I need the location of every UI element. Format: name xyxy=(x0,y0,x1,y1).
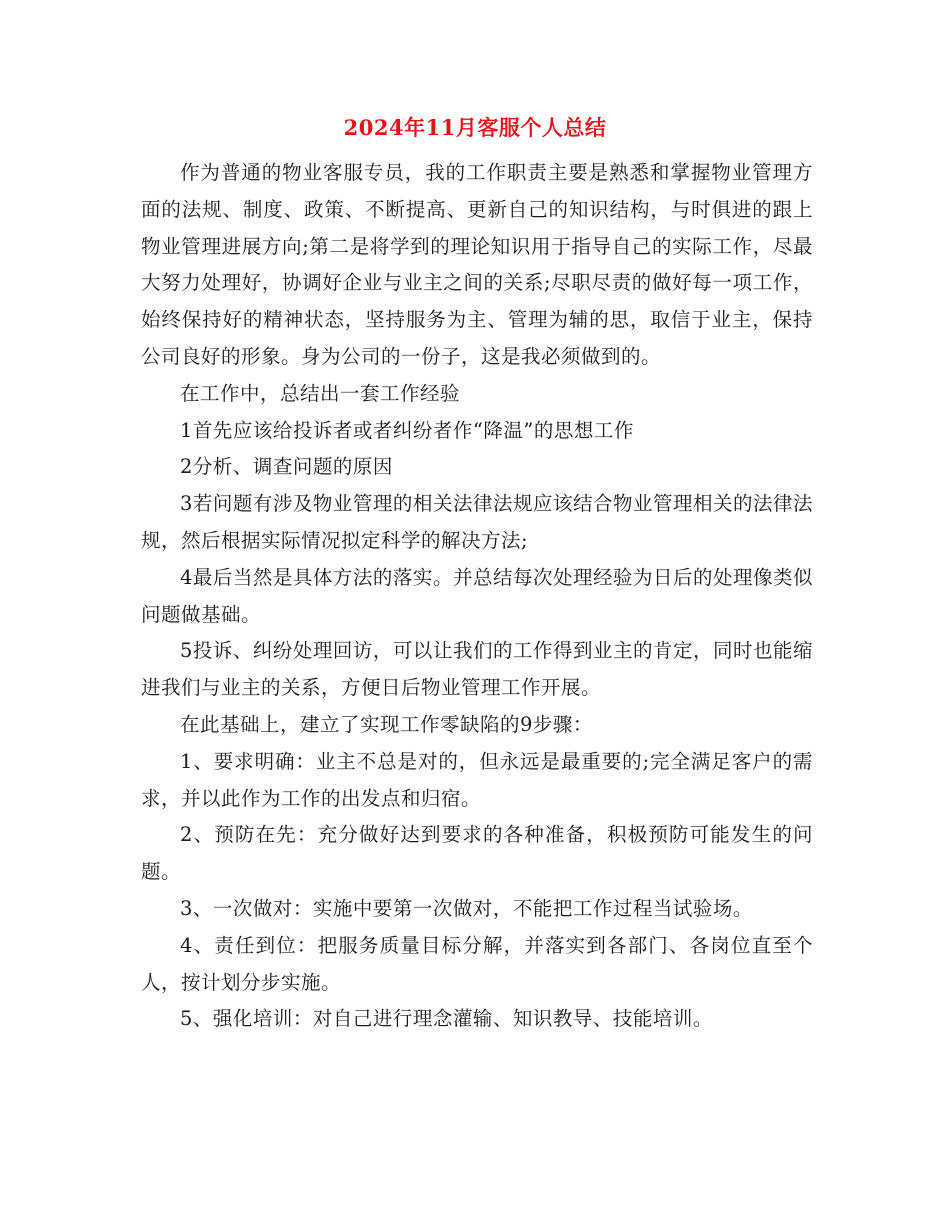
paragraph-step-1: 1首先应该给投诉者或者纠纷者作“降温”的思想工作 xyxy=(180,418,634,442)
paragraph-nine-step-4: 4、责任到位：把服务质量目标分解，并落实到各部门、各岗位直至个人，按计划分步实施。 xyxy=(141,933,813,994)
paragraph-nine-step-5: 5、强化培训：对自己进行理念灌输、知识教导、技能培训。 xyxy=(180,1007,713,1031)
paragraph-experience-heading: 在工作中，总结出一套工作经验 xyxy=(180,381,461,405)
paragraph-step-4: 4最后当然是具体方法的落实。并总结每次处理经验为日后的处理像类似问题做基础。 xyxy=(141,565,813,626)
paragraph-nine-steps-heading: 在此基础上，建立了实现工作零缺陷的9步骤： xyxy=(180,712,593,736)
paragraph-nine-step-3: 3、一次做对：实施中要第一次做对，不能把工作过程当试验场。 xyxy=(180,896,753,920)
paragraph-step-3: 3若问题有涉及物业管理的相关法律法规应该结合物业管理相关的法律法规，然后根据实际情况拟定科学的解决方法; xyxy=(141,492,813,552)
paragraph-step-2: 2分析、调查问题的原因 xyxy=(180,455,393,479)
paragraph-nine-step-1: 1、要求明确：业主不总是对的，但永远是最重要的;完全满足客户的需求，并以此作为工作的出发点和归宿。 xyxy=(141,749,813,810)
paragraph-step-5: 5投诉、纠纷处理回访，可以让我们的工作得到业主的肯定，同时也能缩进我们与业主的关系，方便日后物业管理工作开展。 xyxy=(141,639,813,700)
document-body xyxy=(141,155,813,1038)
document-title: 2024年11月客服个人总结 xyxy=(343,115,607,140)
paragraph-intro: 作为普通的物业客服专员，我的工作职责主要是熟悉和掌握物业管理方面的法规、制度、政策、不断提高、更新自己的知识结构，与时俱进的跟上物业管理进展方向;第二是将学到的理论知识用于指导自己的实际工作，尽最大努力处理好，协调好企业与业主之间的关系;尽职尽责的做好每一项工作，始终保持好的精神状态，坚持服务为主、管理为辅的思，取信于业主，保持公司良好的形象。身为公司的一份子，这是我必须做到的。 xyxy=(141,161,813,368)
paragraph-nine-step-2: 2、预防在先：充分做好达到要求的各种准备，积极预防可能发生的问题。 xyxy=(141,823,813,884)
